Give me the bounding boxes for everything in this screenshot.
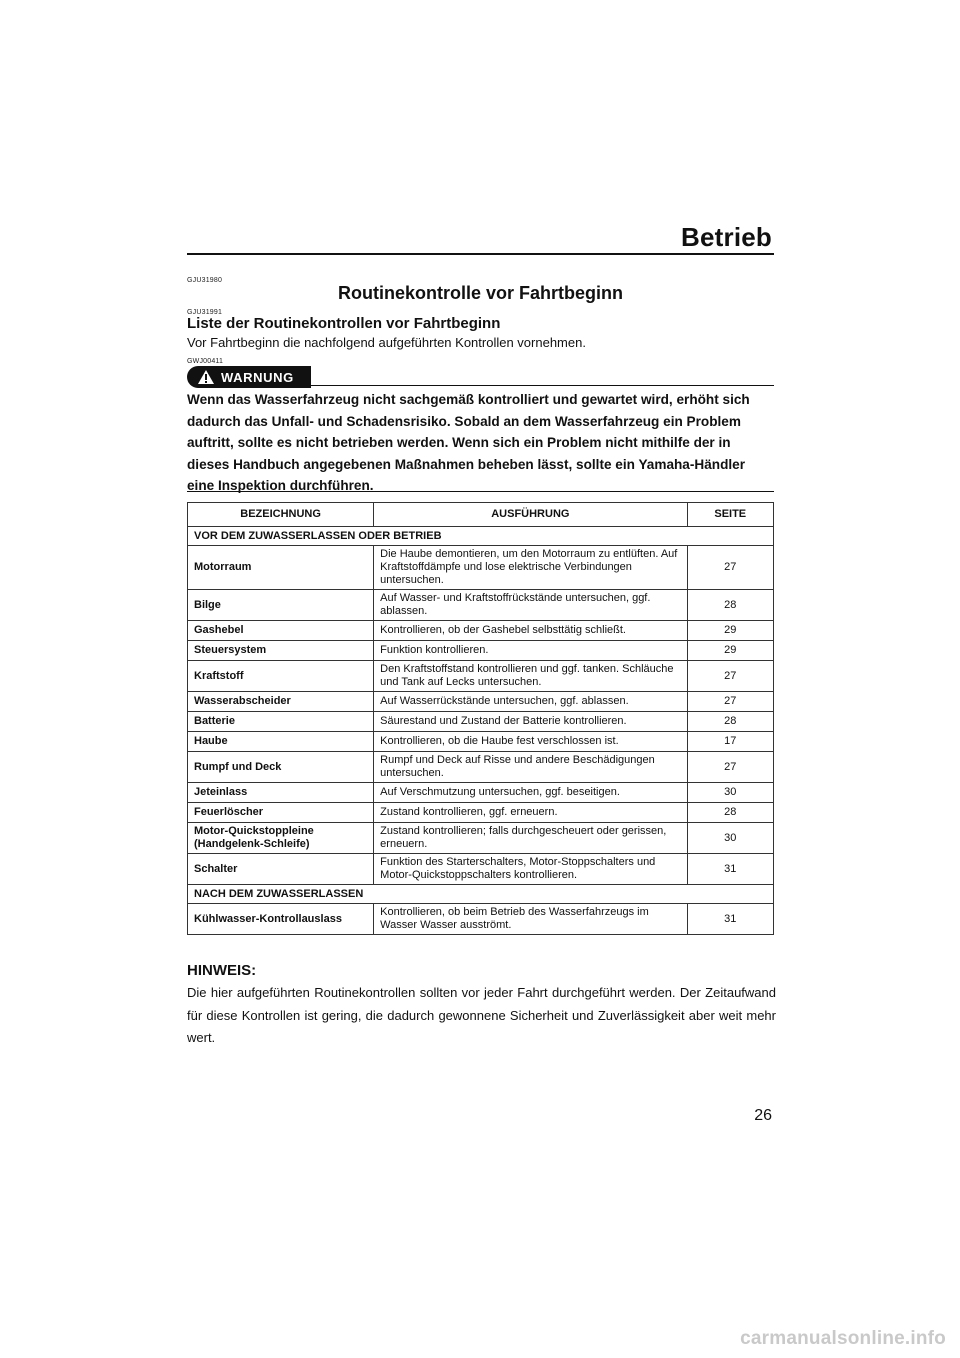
table-row [188, 752, 774, 783]
item-desc: Funktion des Starterschalters, Motor-Stoppschalters und Motor-Quickstoppschalters kontrollieren. [374, 854, 687, 885]
header-ausfuehrung: AUSFÜHRUNG [374, 503, 687, 527]
table-row [188, 732, 774, 752]
header-seite: SEITE [687, 503, 773, 527]
warning-badge [187, 366, 311, 388]
item-desc: Auf Verschmutzung untersuchen, ggf. beseitigen. [374, 783, 687, 803]
warning-rule-top [311, 385, 774, 386]
item-desc: Auf Wasser- und Kraftstoffrückstände untersuchen, ggf. ablassen. [374, 590, 687, 621]
item-page: 29 [687, 641, 773, 661]
table-row [188, 692, 774, 712]
warning-text: Wenn das Wasserfahrzeug nicht sachgemäß kontrolliert und gewartet wird, erhöht sich dadurch das Unfall- und Schadensrisiko. Sobald an dem Wasserfahrzeug ein Problem auftritt, sollte es nicht betrieben werden. Wenn sich ein Problem nicht mithilfe der in dieses Handbuch angegebenen Maßnahmen beheben lässt, sollte ein Yamaha-Händler eine Inspektion durchführen. [187, 392, 750, 494]
item-name: Rumpf und Deck [188, 752, 374, 783]
item-page: 27 [687, 661, 773, 692]
table-row [188, 621, 774, 641]
item-name: Batterie [188, 712, 374, 732]
warning-label: WARNUNG [221, 369, 294, 385]
item-name: Gashebel [188, 621, 374, 641]
item-name: Motor-Quickstoppleine (Handgelenk-Schleife) [188, 823, 374, 854]
item-page: 30 [687, 783, 773, 803]
watermark[interactable]: carmanualsonline.info [740, 1328, 946, 1349]
item-name: Steuersystem [188, 641, 374, 661]
item-name: Schalter [188, 854, 374, 885]
page-header-title: Betrieb [681, 222, 772, 252]
item-page: 28 [687, 803, 773, 823]
item-page: 17 [687, 732, 773, 752]
group-title: VOR DEM ZUWASSERLASSEN ODER BETRIEB [188, 527, 774, 546]
table-row [188, 546, 774, 590]
item-page: 27 [687, 546, 773, 590]
page-number: 26 [754, 1107, 772, 1124]
warning-triangle-icon [197, 369, 215, 385]
item-desc: Zustand kontrollieren; falls durchgescheuert oder gerissen, erneuern. [374, 823, 687, 854]
header-rule [187, 253, 774, 255]
item-name: Motorraum [188, 546, 374, 590]
item-name: Bilge [188, 590, 374, 621]
item-name: Feuerlöscher [188, 803, 374, 823]
subsection-heading: Liste der Routinekontrollen vor Fahrtbeginn [187, 315, 501, 332]
note-text: Die hier aufgeführten Routinekontrollen sollten vor jeder Fahrt durchgeführt werden. Der Zeitaufwand für diese Kontrollen ist gering, die dadurch gewonnene Sicherheit und Zuverlässigkeit aber weit mehr wert. [187, 985, 776, 1045]
checklist-table [187, 502, 774, 935]
header-bezeichnung: BEZEICHNUNG [188, 503, 374, 527]
table-row [188, 783, 774, 803]
item-desc: Kontrollieren, ob beim Betrieb des Wasserfahrzeugs im Wasser Wasser ausströmt. [374, 904, 687, 935]
item-desc: Zustand kontrollieren, ggf. erneuern. [374, 803, 687, 823]
table-row [188, 712, 774, 732]
item-name: Kraftstoff [188, 661, 374, 692]
table-row [188, 904, 774, 935]
item-page: 31 [687, 854, 773, 885]
item-page: 27 [687, 752, 773, 783]
item-desc: Kontrollieren, ob die Haube fest verschlossen ist. [374, 732, 687, 752]
table-header-row [188, 503, 774, 527]
item-desc: Rumpf und Deck auf Risse und andere Beschädigungen untersuchen. [374, 752, 687, 783]
table-group-row [188, 527, 774, 546]
note-title: HINWEIS: [187, 962, 257, 979]
item-desc: Säurestand und Zustand der Batterie kontrollieren. [374, 712, 687, 732]
table-group-row [188, 885, 774, 904]
item-desc: Kontrollieren, ob der Gashebel selbsttätig schließt. [374, 621, 687, 641]
item-page: 29 [687, 621, 773, 641]
section-heading: Routinekontrolle vor Fahrtbeginn [337, 283, 623, 303]
table-row [188, 641, 774, 661]
item-desc: Funktion kontrollieren. [374, 641, 687, 661]
intro-text: Vor Fahrtbeginn die nachfolgend aufgeführten Kontrollen vornehmen. [187, 335, 586, 350]
item-name: Haube [188, 732, 374, 752]
group-title: NACH DEM ZUWASSERLASSEN [188, 885, 774, 904]
item-desc: Den Kraftstoffstand kontrollieren und ggf. tanken. Schläuche und Tank auf Lecks untersuchen. [374, 661, 687, 692]
item-name: Wasserabscheider [188, 692, 374, 712]
item-desc: Die Haube demontieren, um den Motorraum zu entlüften. Auf Kraftstoffdämpfe und lose elektrische Verbindungen untersuchen. [374, 546, 687, 590]
item-desc: Auf Wasserrückstände untersuchen, ggf. ablassen. [374, 692, 687, 712]
item-name: Jeteinlass [188, 783, 374, 803]
table-row [188, 661, 774, 692]
subsection-code: GJU31991 [187, 309, 223, 316]
item-page: 28 [687, 590, 773, 621]
table-row [188, 590, 774, 621]
item-page: 31 [687, 904, 773, 935]
item-page: 28 [687, 712, 773, 732]
warning-code: GWJ00411 [187, 358, 224, 365]
section-code: GJU31980 [187, 277, 223, 284]
item-page: 27 [687, 692, 773, 712]
warning-rule-bottom [187, 491, 774, 492]
item-page: 30 [687, 823, 773, 854]
item-name: Kühlwasser-Kontrollauslass [188, 904, 374, 935]
table-row [188, 854, 774, 885]
table-row [188, 803, 774, 823]
table-row [188, 823, 774, 854]
